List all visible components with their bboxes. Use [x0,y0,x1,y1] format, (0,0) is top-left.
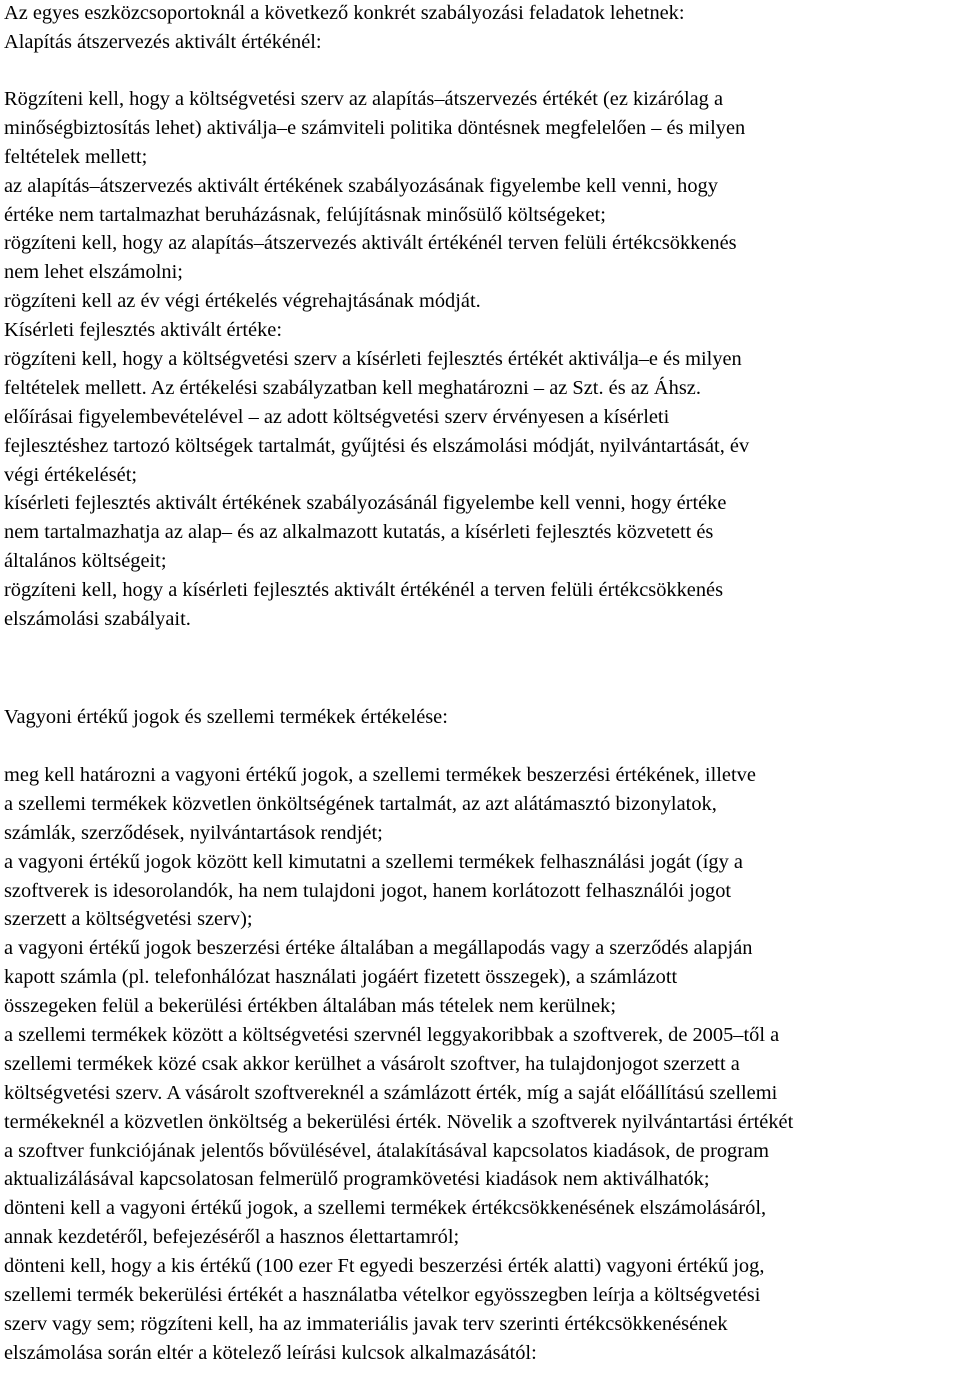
text-line: a szellemi termékek között a költségvetési szervnél leggyakoribbak a szoftverek, de 2005–től a [4,1024,780,1047]
text-line: dönteni kell, hogy a kis értékű (100 ezer Ft egyedi beszerzési érték alatti) vagyoni értékű jog, [4,1255,765,1278]
text-line: szerv vagy sem; rögzíteni kell, ha az immateriális javak terv szerinti értékcsökkenésének [4,1312,728,1335]
text-line: rögzíteni kell, hogy a költségvetési szerv a kísérleti fejlesztés értékét aktiválja–e és milyen [4,348,742,371]
subheading-founding-restructuring: Alapítás átszervezés aktivált értékénél: [4,30,322,53]
text-line: annak kezdetéről, befejezéséről a hasznos élettartamról; [4,1226,460,1249]
section-1-body [4,85,956,634]
text-line: kísérleti fejlesztés aktivált értékének szabályozásánál figyelembe kell venni, hogy értéke [4,492,727,515]
text-line: fejlesztéshez tartozó költségek tartalmát, gyűjtési és elszámolási módját, nyilvántartását, év [4,434,750,457]
text-line: költségvetési szerv. A vásárolt szoftvereknél a számlázott érték, míg a saját előállítású szellemi [4,1081,778,1104]
text-line: végi értékelését; [4,463,138,486]
text-line: általános költségeit; [4,550,167,573]
text-line: előírásai figyelembevételével – az adott költségvetési szerv érvényesen a kísérleti [4,405,670,428]
text-line: termékeknél a közvetlen önköltség a bekerülési érték. Növelik a szoftverek nyilvántartási értékét [4,1110,794,1133]
text-line: szellemi termékek közé csak akkor kerülhet a vásárolt szoftver, ha tulajdonjogot szerzett a [4,1052,740,1075]
text-line: szellemi termék bekerülési értékét a használatba vételkor egyösszegben leírja a költségvetési [4,1284,761,1307]
section-2-heading-block [4,703,956,732]
text-line: minőségbiztosítás lehet) aktiválja–e számviteli politika döntésnek megfelelően – és milyen [4,116,746,139]
text-line: összegeken felül a bekerülési értékben általában más tételek nem kerülnek; [4,995,617,1018]
text-line: feltételek mellett. Az értékelési szabályzatban kell meghatározni – az Szt. és az Áhsz. [4,376,701,399]
text-line: a szellemi termékek közvetlen önköltségének tartalmát, az azt alátámasztó bizonylatok, [4,792,717,815]
text-line: dönteni kell a vagyoni értékű jogok, a szellemi termékek értékcsökkenésének elszámolásáról, [4,1197,767,1220]
text-line: számlák, szerződések, nyilvántartások rendjét; [4,821,383,844]
text-line: rögzíteni kell, hogy az alapítás–átszervezés aktivált értékénél terven felüli értékcsökkenés [4,232,737,255]
text-line: elszámolása során eltér a kötelező leírási kulcsok alkalmazásától: [4,1341,537,1364]
section-1-intro [4,0,956,57]
text-line: nem tartalmazhatja az alap– és az alkalmazott kutatás, a kísérleti fejlesztés közvetett és [4,521,714,544]
text-line: meg kell határozni a vagyoni értékű jogok, a szellemi termékek beszerzési értékének, illetve [4,764,756,786]
section-heading: Vagyoni értékű jogok és szellemi termékek értékelése: [4,706,448,728]
text-line: aktualizálásával kapcsolatosan felmerülő programkövetési kiadások nem aktiválhatók; [4,1168,710,1191]
text-line: elszámolási szabályait. [4,608,191,631]
text-line: kapott számla (pl. telefonhálózat használati jogáért fizetett összegek), a számlázott [4,966,678,989]
text-line: Rögzíteni kell, hogy a költségvetési szerv az alapítás–átszervezés értékét (ez kizárólag a [4,88,724,110]
text-line: nem lehet elszámolni; [4,261,183,284]
section-2-body [4,761,956,1368]
text-line: rögzíteni kell az év végi értékelés végrehajtásának módját. [4,290,481,313]
text-line: értéke nem tartalmazhat beruházásnak, felújításnak minősülő költségeket; [4,203,606,226]
text-line: feltételek mellett; [4,145,148,168]
text-line: rögzíteni kell, hogy a kísérleti fejlesztés aktivált értékénél a terven felüli értékcsökkenés [4,579,724,602]
text-line: a vagyoni értékű jogok beszerzési értéke általában a megállapodás vagy a szerződés alapján [4,937,753,960]
text-line: a vagyoni értékű jogok között kell kimutatni a szellemi termékek felhasználási jogát (így a [4,850,743,873]
text-line: szerzett a költségvetési szerv); [4,908,253,931]
intro-line: Az egyes eszközcsoportoknál a következő konkrét szabályozási feladatok lehetnek: [4,2,685,24]
text-line: szoftverek is idesorolandók, ha nem tulajdoni jogot, hanem korlátozott felhasználói jogot [4,879,732,902]
text-line: a szoftver funkciójának jelentős bővülésével, átalakításával kapcsolatos kiadások, de program [4,1139,769,1162]
text-line: az alapítás–átszervezés aktivált értékének szabályozásának figyelembe kell venni, hogy [4,174,718,197]
subheading-experimental-development: Kísérleti fejlesztés aktivált értéke: [4,319,282,342]
